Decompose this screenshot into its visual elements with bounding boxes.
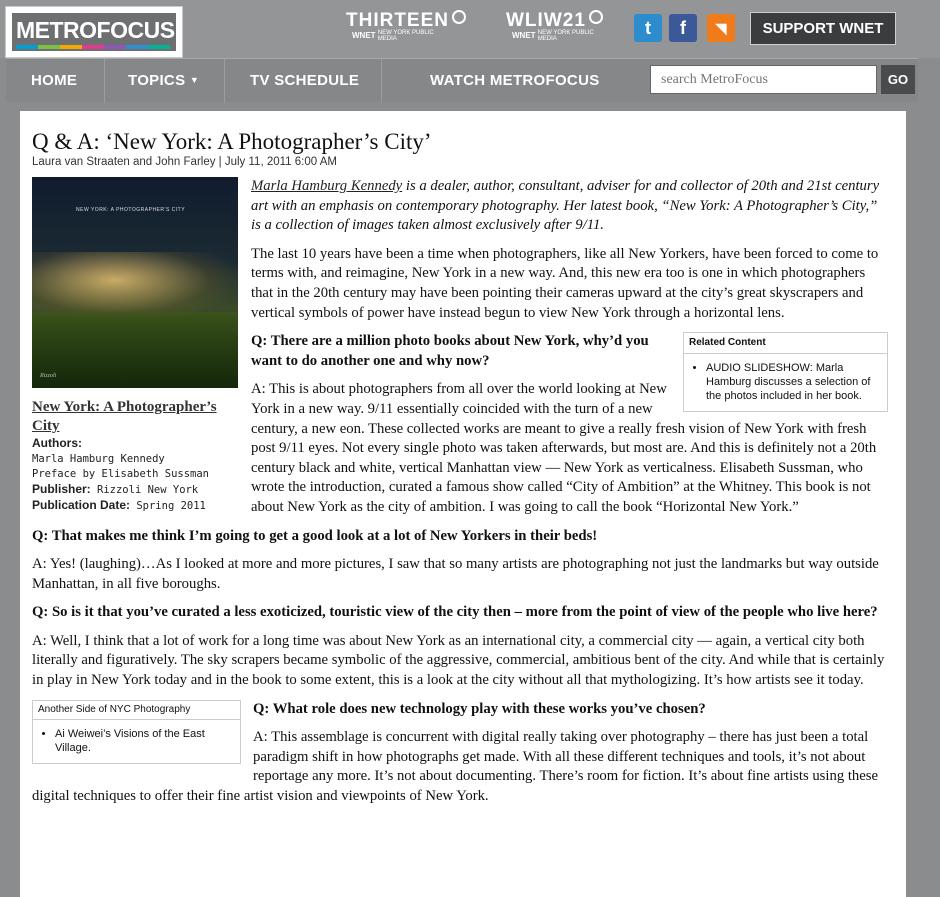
nav-divider — [381, 59, 382, 103]
thirteen-name: THIRTEEN — [346, 10, 449, 31]
book-cover-image[interactable] — [32, 177, 238, 388]
publisher-label: Publisher: — [32, 482, 91, 496]
cover-title: NEW YORK: A PHOTOGRAPHER'S CITY — [76, 207, 186, 213]
facebook-icon[interactable]: f — [669, 14, 697, 42]
related-photography-link[interactable]: • Ai Weiwei’s Visions of the East Village. — [55, 727, 234, 755]
thirteen-wnet: WNET — [352, 31, 376, 41]
answer-3: A: Well, I think that a lot of work for a long time was about New York as an international city, a commercial city — again, a vertical city both literally and figuratively. The sky scrapers became symbolic of the aggressive, commercial, ambitious bent of the city. And while that is certainly in play in New York today and in the book to some extent, this is a look at the city without all that mythologizing. It’s how artists see it today. — [32, 632, 885, 689]
article-container — [20, 111, 906, 897]
answer-1: A: This is about photographers from all over the world looking at New York in a new way. 9/11 essentially coincided with the turn of a new century, a new eon. These collected works are meant to give a really fresh vision of New York with fresh post 9/11 eyes. Not every single photo was taken afterwards, but most are. And this is definitely not a 20th century black and white, vertical Manhattan view — New York as verticalness. Elisabeth Sussman, who wrote the introduction, curated a famous show called “City of Ambition” at the Whitney. This book is not about New York as the city of ambition. I was going to call the book “Horizontal New York.” — [251, 381, 877, 515]
pbs-eye-icon — [589, 10, 603, 24]
wliw21-logo[interactable] — [506, 10, 603, 42]
question-3: Q: So is it that you’ve curated a less exoticized, touristic view of the city then – more from the point of view of the people who live here? — [32, 604, 878, 621]
book-author: Marla Hamburg Kennedy — [32, 453, 165, 465]
intro-text: is a dealer, author, consultant, adviser for and collector of 20th and 21st century art with an emphasis on contemporary photography. Her latest book, “New York: A Photographer’s City,” is a collection of images taken almost exclusively after 9/11. — [251, 178, 880, 234]
nav-divider — [224, 59, 225, 103]
search-input[interactable] — [650, 65, 877, 94]
book-preface: Preface by Elisabeth Sussman — [32, 468, 210, 480]
cover-publisher: Rizzoli — [40, 373, 57, 379]
nav-watch-metrofocus[interactable]: WATCH METROFOCUS — [430, 72, 600, 89]
nav-home[interactable]: HOME — [31, 72, 78, 89]
wliw21-tagline: NEW YORK PUBLIC MEDIA — [537, 30, 594, 42]
logo-color-bars — [16, 45, 170, 49]
book-title-link[interactable]: New York: A Photographer’s City — [32, 399, 217, 434]
nav-topics[interactable] — [128, 72, 199, 89]
nav-tv-schedule[interactable]: TV SCHEDULE — [250, 72, 360, 89]
wliw21-name: WLIW21 — [506, 10, 586, 31]
wliw21-wnet: WNET — [512, 31, 536, 41]
publication-date-label: Publication Date: — [32, 498, 131, 512]
question-2: Q: That makes me think I’m going to get a good look at a lot of New Yorkers in their beds! — [32, 527, 598, 544]
search-go-button[interactable]: GO — [881, 65, 915, 94]
thirteen-logo[interactable] — [346, 10, 466, 42]
question-4: Q: What role does new technology play with these works you’ve chosen? — [253, 700, 706, 717]
book-publisher: Rizzoli New York — [97, 484, 199, 496]
book-details — [32, 436, 243, 514]
book-date: Spring 2011 — [136, 500, 206, 512]
thirteen-tagline: NEW YORK PUBLIC MEDIA — [377, 30, 434, 42]
author-link[interactable]: Marla Hamburg Kennedy — [251, 178, 403, 194]
related-photography-heading: Another Side of NYC Photography — [33, 701, 240, 720]
answer-2: A: Yes! (laughing)…As I looked at more and more pictures, I saw that so many artists are photographing not just the landmarks but way outside Manhattan, in all five boroughs. — [32, 556, 879, 592]
answer-4: A: This assemblage is concurrent with digital really taking over photography – there has just been a total paradigm shift in how photographs get made. With all these different techniques and tools, it’s not about reportage any more. It’s not about documenting. There’s room for fiction. It’s about fine artists using these digital techniques to offer their fine artist vision and viewpoints of New York. — [32, 729, 879, 805]
nav-divider — [104, 59, 105, 103]
chevron-down-icon: ▼ — [189, 75, 200, 85]
twitter-icon[interactable]: t — [634, 14, 662, 42]
authors-label: Authors: — [32, 436, 82, 450]
article-byline: Laura van Straaten and John Farley | July 11, 2011 6:00 AM — [32, 156, 337, 168]
question-1: Q: There are a million photo books about New York, why’d you want to do another one and why now? — [251, 333, 649, 369]
related-content-link[interactable]: • AUDIO SLIDESHOW: Marla Hamburg discusses a selection of the photos included in her book. — [706, 361, 881, 403]
related-content-box — [683, 332, 888, 412]
support-wnet-button[interactable]: SUPPORT WNET — [750, 12, 896, 45]
nav-topics-label: TOPICS — [128, 72, 186, 89]
logo-text: METROFOCUS — [16, 17, 175, 43]
paragraph-1: The last 10 years have been a time when photographers, like all New Yorkers, have been forced to come to terms with, and reimagine, New York in a new way. And, this new era too is one in which photographers that in the 20th century may have been pointing their cameras upward at the city’s great skyscrapers and vertical symbols of power have instead begun to view New York through a horizontal lens. — [251, 245, 879, 321]
book-sidebar — [32, 177, 243, 514]
pbs-eye-icon — [452, 10, 466, 24]
article-title: Q & A: ‘New York: A Photographer’s City’ — [32, 129, 432, 154]
metrofocus-logo[interactable] — [5, 6, 183, 58]
related-content-heading: Related Content — [684, 333, 887, 354]
related-photography-box — [32, 700, 241, 764]
rss-icon[interactable]: ◥ — [707, 14, 735, 42]
